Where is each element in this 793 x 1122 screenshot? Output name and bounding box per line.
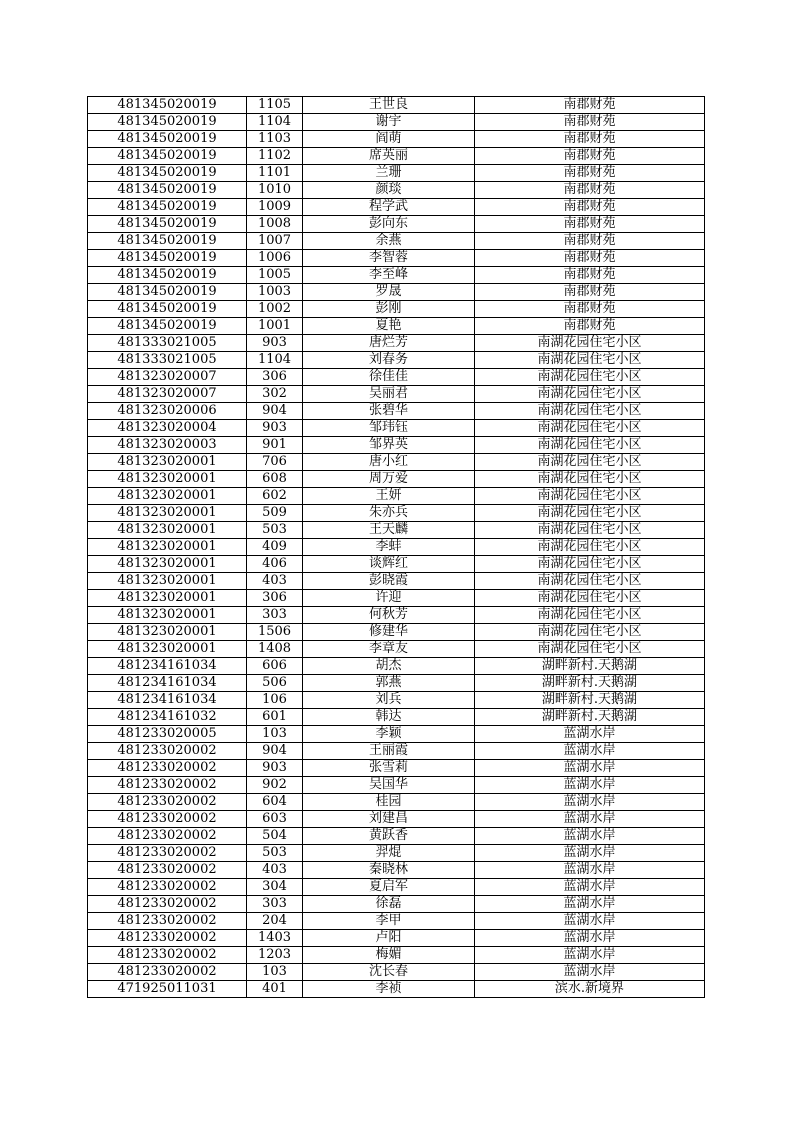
name-cell: 刘春务 (303, 352, 475, 369)
name-cell: 彭晓霞 (303, 573, 475, 590)
room-cell: 1002 (247, 301, 303, 318)
table-row (88, 675, 705, 692)
room-cell: 1101 (247, 165, 303, 182)
table-row (88, 913, 705, 930)
table-row (88, 896, 705, 913)
table-row (88, 845, 705, 862)
table-row (88, 97, 705, 114)
table-row (88, 250, 705, 267)
code-cell: 481323020007 (88, 369, 247, 386)
code-cell: 481234161034 (88, 692, 247, 709)
code-cell: 471925011031 (88, 981, 247, 998)
room-cell: 1506 (247, 624, 303, 641)
name-cell: 张碧华 (303, 403, 475, 420)
code-cell: 481233020002 (88, 743, 247, 760)
name-cell: 许迎 (303, 590, 475, 607)
community-cell: 南郡财苑 (475, 250, 705, 267)
name-cell: 颜琰 (303, 182, 475, 199)
room-cell: 506 (247, 675, 303, 692)
community-cell: 南郡财苑 (475, 148, 705, 165)
name-cell: 王天麟 (303, 522, 475, 539)
table-row (88, 369, 705, 386)
code-cell: 481234161034 (88, 658, 247, 675)
code-cell: 481333021005 (88, 335, 247, 352)
code-cell: 481323020001 (88, 471, 247, 488)
table-row (88, 403, 705, 420)
room-cell: 901 (247, 437, 303, 454)
name-cell: 李颖 (303, 726, 475, 743)
community-cell: 蓝湖水岸 (475, 760, 705, 777)
name-cell: 夏艳 (303, 318, 475, 335)
room-cell: 1007 (247, 233, 303, 250)
room-cell: 302 (247, 386, 303, 403)
room-cell: 303 (247, 607, 303, 624)
code-cell: 481345020019 (88, 97, 247, 114)
community-cell: 南湖花园住宅小区 (475, 641, 705, 658)
community-cell: 蓝湖水岸 (475, 794, 705, 811)
table-row (88, 743, 705, 760)
room-cell: 904 (247, 403, 303, 420)
code-cell: 481233020002 (88, 964, 247, 981)
name-cell: 吴丽君 (303, 386, 475, 403)
code-cell: 481345020019 (88, 148, 247, 165)
table-row (88, 522, 705, 539)
table-row (88, 828, 705, 845)
name-cell: 席英丽 (303, 148, 475, 165)
room-cell: 601 (247, 709, 303, 726)
code-cell: 481345020019 (88, 284, 247, 301)
room-cell: 1103 (247, 131, 303, 148)
table-row (88, 148, 705, 165)
room-cell: 1005 (247, 267, 303, 284)
community-cell: 南湖花园住宅小区 (475, 335, 705, 352)
code-cell: 481345020019 (88, 165, 247, 182)
community-cell: 蓝湖水岸 (475, 862, 705, 879)
room-cell: 904 (247, 743, 303, 760)
name-cell: 李祯 (303, 981, 475, 998)
table-row (88, 114, 705, 131)
table-row (88, 777, 705, 794)
table-row (88, 131, 705, 148)
code-cell: 481233020002 (88, 896, 247, 913)
code-cell: 481323020001 (88, 607, 247, 624)
room-cell: 304 (247, 879, 303, 896)
name-cell: 谢宇 (303, 114, 475, 131)
community-cell: 南郡财苑 (475, 267, 705, 284)
room-cell: 509 (247, 505, 303, 522)
table-row (88, 964, 705, 981)
table-row (88, 454, 705, 471)
community-cell: 南湖花园住宅小区 (475, 352, 705, 369)
code-cell: 481323020001 (88, 590, 247, 607)
community-cell: 湖畔新村.天鹅湖 (475, 709, 705, 726)
code-cell: 481323020001 (88, 488, 247, 505)
room-cell: 103 (247, 964, 303, 981)
table-row (88, 233, 705, 250)
room-cell: 204 (247, 913, 303, 930)
community-cell: 南湖花园住宅小区 (475, 369, 705, 386)
name-cell: 彭刚 (303, 301, 475, 318)
community-cell: 南湖花园住宅小区 (475, 590, 705, 607)
code-cell: 481233020002 (88, 862, 247, 879)
community-cell: 南郡财苑 (475, 131, 705, 148)
community-cell: 南郡财苑 (475, 199, 705, 216)
room-cell: 903 (247, 420, 303, 437)
room-cell: 1008 (247, 216, 303, 233)
community-cell: 南湖花园住宅小区 (475, 420, 705, 437)
code-cell: 481333021005 (88, 352, 247, 369)
name-cell: 邹玮钰 (303, 420, 475, 437)
table-row (88, 624, 705, 641)
room-cell: 303 (247, 896, 303, 913)
room-cell: 1104 (247, 114, 303, 131)
code-cell: 481345020019 (88, 114, 247, 131)
table-row (88, 862, 705, 879)
records-table-body (88, 97, 705, 998)
name-cell: 修建华 (303, 624, 475, 641)
room-cell: 1203 (247, 947, 303, 964)
community-cell: 湖畔新村.天鹅湖 (475, 658, 705, 675)
name-cell: 朱亦兵 (303, 505, 475, 522)
community-cell: 南湖花园住宅小区 (475, 573, 705, 590)
room-cell: 1408 (247, 641, 303, 658)
community-cell: 南湖花园住宅小区 (475, 505, 705, 522)
community-cell: 南郡财苑 (475, 182, 705, 199)
community-cell: 南郡财苑 (475, 301, 705, 318)
community-cell: 蓝湖水岸 (475, 896, 705, 913)
community-cell: 南湖花园住宅小区 (475, 403, 705, 420)
community-cell: 南湖花园住宅小区 (475, 488, 705, 505)
room-cell: 602 (247, 488, 303, 505)
code-cell: 481323020001 (88, 624, 247, 641)
table-row (88, 267, 705, 284)
code-cell: 481233020002 (88, 828, 247, 845)
table-row (88, 590, 705, 607)
room-cell: 1105 (247, 97, 303, 114)
community-cell: 蓝湖水岸 (475, 777, 705, 794)
name-cell: 刘建昌 (303, 811, 475, 828)
code-cell: 481234161034 (88, 675, 247, 692)
code-cell: 481323020001 (88, 505, 247, 522)
table-row (88, 335, 705, 352)
room-cell: 1003 (247, 284, 303, 301)
name-cell: 胡杰 (303, 658, 475, 675)
community-cell: 南湖花园住宅小区 (475, 471, 705, 488)
name-cell: 谈辉红 (303, 556, 475, 573)
room-cell: 403 (247, 862, 303, 879)
code-cell: 481233020002 (88, 845, 247, 862)
name-cell: 郭燕 (303, 675, 475, 692)
name-cell: 余燕 (303, 233, 475, 250)
name-cell: 梅媚 (303, 947, 475, 964)
community-cell: 湖畔新村.天鹅湖 (475, 675, 705, 692)
community-cell: 南郡财苑 (475, 318, 705, 335)
name-cell: 唐小红 (303, 454, 475, 471)
table-row (88, 607, 705, 624)
table-row (88, 573, 705, 590)
code-cell: 481323020001 (88, 556, 247, 573)
table-row (88, 216, 705, 233)
room-cell: 503 (247, 845, 303, 862)
room-cell: 306 (247, 369, 303, 386)
table-row (88, 318, 705, 335)
code-cell: 481323020007 (88, 386, 247, 403)
community-cell: 南湖花园住宅小区 (475, 539, 705, 556)
community-cell: 南湖花园住宅小区 (475, 556, 705, 573)
table-row (88, 726, 705, 743)
table-row (88, 488, 705, 505)
table-row (88, 794, 705, 811)
name-cell: 夏启军 (303, 879, 475, 896)
name-cell: 王妍 (303, 488, 475, 505)
table-row (88, 165, 705, 182)
room-cell: 1104 (247, 352, 303, 369)
name-cell: 羿焜 (303, 845, 475, 862)
code-cell: 481323020003 (88, 437, 247, 454)
table-row (88, 301, 705, 318)
community-cell: 湖畔新村.天鹅湖 (475, 692, 705, 709)
code-cell: 481345020019 (88, 199, 247, 216)
code-cell: 481233020002 (88, 879, 247, 896)
room-cell: 603 (247, 811, 303, 828)
table-row (88, 930, 705, 947)
table-row (88, 811, 705, 828)
community-cell: 蓝湖水岸 (475, 913, 705, 930)
community-cell: 南郡财苑 (475, 165, 705, 182)
code-cell: 481233020005 (88, 726, 247, 743)
room-cell: 406 (247, 556, 303, 573)
code-cell: 481323020001 (88, 522, 247, 539)
room-cell: 401 (247, 981, 303, 998)
code-cell: 481323020001 (88, 573, 247, 590)
code-cell: 481345020019 (88, 267, 247, 284)
table-row (88, 352, 705, 369)
community-cell: 蓝湖水岸 (475, 743, 705, 760)
table-row (88, 437, 705, 454)
name-cell: 李智蓉 (303, 250, 475, 267)
name-cell: 王世良 (303, 97, 475, 114)
room-cell: 1102 (247, 148, 303, 165)
community-cell: 南湖花园住宅小区 (475, 607, 705, 624)
code-cell: 481345020019 (88, 216, 247, 233)
room-cell: 902 (247, 777, 303, 794)
room-cell: 504 (247, 828, 303, 845)
table-row (88, 760, 705, 777)
community-cell: 南郡财苑 (475, 114, 705, 131)
name-cell: 李至峰 (303, 267, 475, 284)
name-cell: 徐磊 (303, 896, 475, 913)
table-row (88, 947, 705, 964)
table-row (88, 386, 705, 403)
table-row (88, 556, 705, 573)
table-row (88, 471, 705, 488)
name-cell: 桂园 (303, 794, 475, 811)
code-cell: 481233020002 (88, 947, 247, 964)
room-cell: 1403 (247, 930, 303, 947)
room-cell: 608 (247, 471, 303, 488)
name-cell: 邹界英 (303, 437, 475, 454)
community-cell: 南郡财苑 (475, 233, 705, 250)
community-cell: 蓝湖水岸 (475, 964, 705, 981)
code-cell: 481234161032 (88, 709, 247, 726)
room-cell: 503 (247, 522, 303, 539)
code-cell: 481323020006 (88, 403, 247, 420)
code-cell: 481345020019 (88, 301, 247, 318)
name-cell: 周万爱 (303, 471, 475, 488)
community-cell: 蓝湖水岸 (475, 930, 705, 947)
community-cell: 滨水.新境界 (475, 981, 705, 998)
community-cell: 蓝湖水岸 (475, 947, 705, 964)
name-cell: 兰珊 (303, 165, 475, 182)
room-cell: 106 (247, 692, 303, 709)
table-row (88, 539, 705, 556)
table-row (88, 692, 705, 709)
community-cell: 南湖花园住宅小区 (475, 624, 705, 641)
table-row (88, 284, 705, 301)
name-cell: 罗晟 (303, 284, 475, 301)
name-cell: 王丽霞 (303, 743, 475, 760)
code-cell: 481345020019 (88, 318, 247, 335)
code-cell: 481323020001 (88, 641, 247, 658)
code-cell: 481233020002 (88, 811, 247, 828)
room-cell: 706 (247, 454, 303, 471)
name-cell: 刘兵 (303, 692, 475, 709)
name-cell: 吴国华 (303, 777, 475, 794)
code-cell: 481233020002 (88, 777, 247, 794)
table-row (88, 658, 705, 675)
community-cell: 蓝湖水岸 (475, 828, 705, 845)
name-cell: 李甲 (303, 913, 475, 930)
code-cell: 481323020001 (88, 539, 247, 556)
code-cell: 481345020019 (88, 233, 247, 250)
name-cell: 李蚌 (303, 539, 475, 556)
name-cell: 韩达 (303, 709, 475, 726)
name-cell: 卢阳 (303, 930, 475, 947)
community-cell: 蓝湖水岸 (475, 845, 705, 862)
name-cell: 秦晓林 (303, 862, 475, 879)
code-cell: 481233020002 (88, 913, 247, 930)
room-cell: 903 (247, 760, 303, 777)
room-cell: 1001 (247, 318, 303, 335)
name-cell: 李章友 (303, 641, 475, 658)
name-cell: 黄跃香 (303, 828, 475, 845)
room-cell: 604 (247, 794, 303, 811)
code-cell: 481233020002 (88, 794, 247, 811)
room-cell: 1010 (247, 182, 303, 199)
room-cell: 103 (247, 726, 303, 743)
room-cell: 1009 (247, 199, 303, 216)
code-cell: 481345020019 (88, 131, 247, 148)
community-cell: 南郡财苑 (475, 97, 705, 114)
name-cell: 张雪莉 (303, 760, 475, 777)
community-cell: 南湖花园住宅小区 (475, 522, 705, 539)
name-cell: 阎萌 (303, 131, 475, 148)
code-cell: 481345020019 (88, 182, 247, 199)
table-row (88, 420, 705, 437)
name-cell: 唐烂芳 (303, 335, 475, 352)
code-cell: 481233020002 (88, 930, 247, 947)
table-row (88, 641, 705, 658)
room-cell: 306 (247, 590, 303, 607)
community-cell: 南郡财苑 (475, 216, 705, 233)
name-cell: 徐佳佳 (303, 369, 475, 386)
room-cell: 903 (247, 335, 303, 352)
name-cell: 何秋芳 (303, 607, 475, 624)
name-cell: 程学武 (303, 199, 475, 216)
table-row (88, 505, 705, 522)
code-cell: 481323020001 (88, 454, 247, 471)
name-cell: 沈长春 (303, 964, 475, 981)
code-cell: 481233020002 (88, 760, 247, 777)
community-cell: 南湖花园住宅小区 (475, 386, 705, 403)
table-row (88, 182, 705, 199)
name-cell: 彭向东 (303, 216, 475, 233)
records-table (87, 96, 705, 998)
community-cell: 南湖花园住宅小区 (475, 454, 705, 471)
room-cell: 1006 (247, 250, 303, 267)
community-cell: 蓝湖水岸 (475, 726, 705, 743)
table-row (88, 879, 705, 896)
table-row (88, 981, 705, 998)
code-cell: 481345020019 (88, 250, 247, 267)
table-row (88, 199, 705, 216)
table-row (88, 709, 705, 726)
room-cell: 403 (247, 573, 303, 590)
room-cell: 409 (247, 539, 303, 556)
community-cell: 南湖花园住宅小区 (475, 437, 705, 454)
community-cell: 蓝湖水岸 (475, 811, 705, 828)
community-cell: 蓝湖水岸 (475, 879, 705, 896)
room-cell: 606 (247, 658, 303, 675)
code-cell: 481323020004 (88, 420, 247, 437)
community-cell: 南郡财苑 (475, 284, 705, 301)
